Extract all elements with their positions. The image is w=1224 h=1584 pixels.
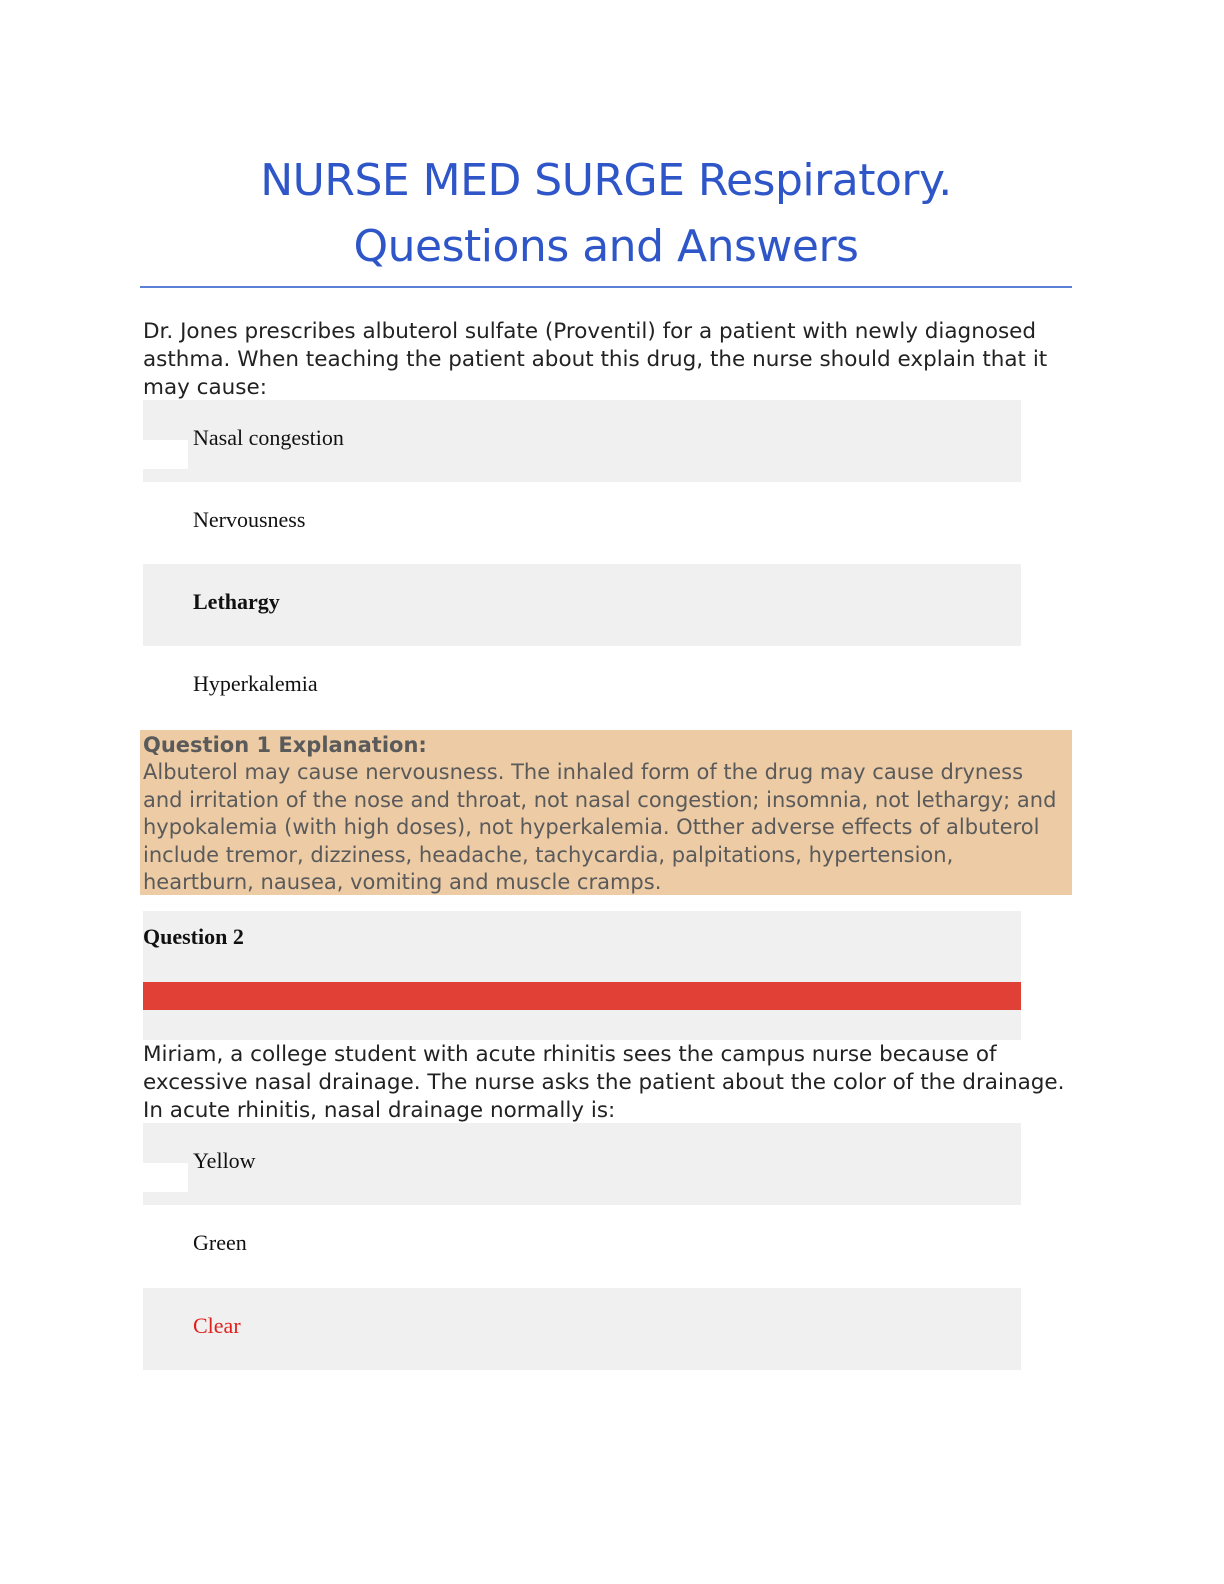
incorrect-status-bar <box>143 982 1021 1010</box>
question1-explanation <box>140 730 1072 895</box>
explanation-text: Albuterol may cause nervousness. The inhaled form of the drug may cause dryness and irritation of the nose and throat, not nasal congestion; insomnia, not lethargy; and hypokalemia (with high doses), not hyperkalemia. Otther adverse effects of albuterol include tremor, dizziness, headache, tachycardia, palpitations, hypertension, heartburn, nausea, vomiting and muscle cramps. <box>143 760 1057 895</box>
option-label: Nasal congestion <box>193 425 344 450</box>
question1-option-a[interactable] <box>143 400 1021 482</box>
option-label: Hyperkalemia <box>193 671 318 696</box>
document-title-line1: NURSE MED SURGE Respiratory. <box>260 155 952 206</box>
title-divider <box>140 286 1072 288</box>
option-marker <box>143 1163 188 1192</box>
option-label: Yellow <box>193 1148 256 1173</box>
question2-option-a[interactable] <box>143 1123 1021 1205</box>
option-marker <box>143 440 188 469</box>
question2-option-c[interactable] <box>143 1288 1021 1370</box>
question2-stem: Miriam, a college student with acute rhinitis sees the campus nurse because of excessive nasal drainage. The nurse asks the patient about the color of the drainage. In acute rhinitis, nasal drainage normally is: <box>143 1042 1065 1123</box>
option-label: Green <box>193 1230 247 1255</box>
question2-heading: Question 2 <box>143 924 244 949</box>
question2-header <box>143 911 1021 1040</box>
question2-option-b[interactable] <box>143 1205 1021 1287</box>
question1-option-d[interactable] <box>143 646 1021 728</box>
question1-option-c[interactable] <box>143 564 1021 646</box>
option-label: Nervousness <box>193 507 306 532</box>
question1-option-b[interactable] <box>143 482 1021 564</box>
document-title-line2: Questions and Answers <box>353 221 859 272</box>
option-label: Lethargy <box>193 589 280 614</box>
explanation-heading: Question 1 Explanation: <box>143 733 427 757</box>
question1-stem: Dr. Jones prescribes albuterol sulfate (Proventil) for a patient with newly diagnosed asthma. When teaching the patient about this drug, the nurse should explain that it may cause: <box>143 319 1048 400</box>
option-label: Clear <box>193 1313 241 1338</box>
